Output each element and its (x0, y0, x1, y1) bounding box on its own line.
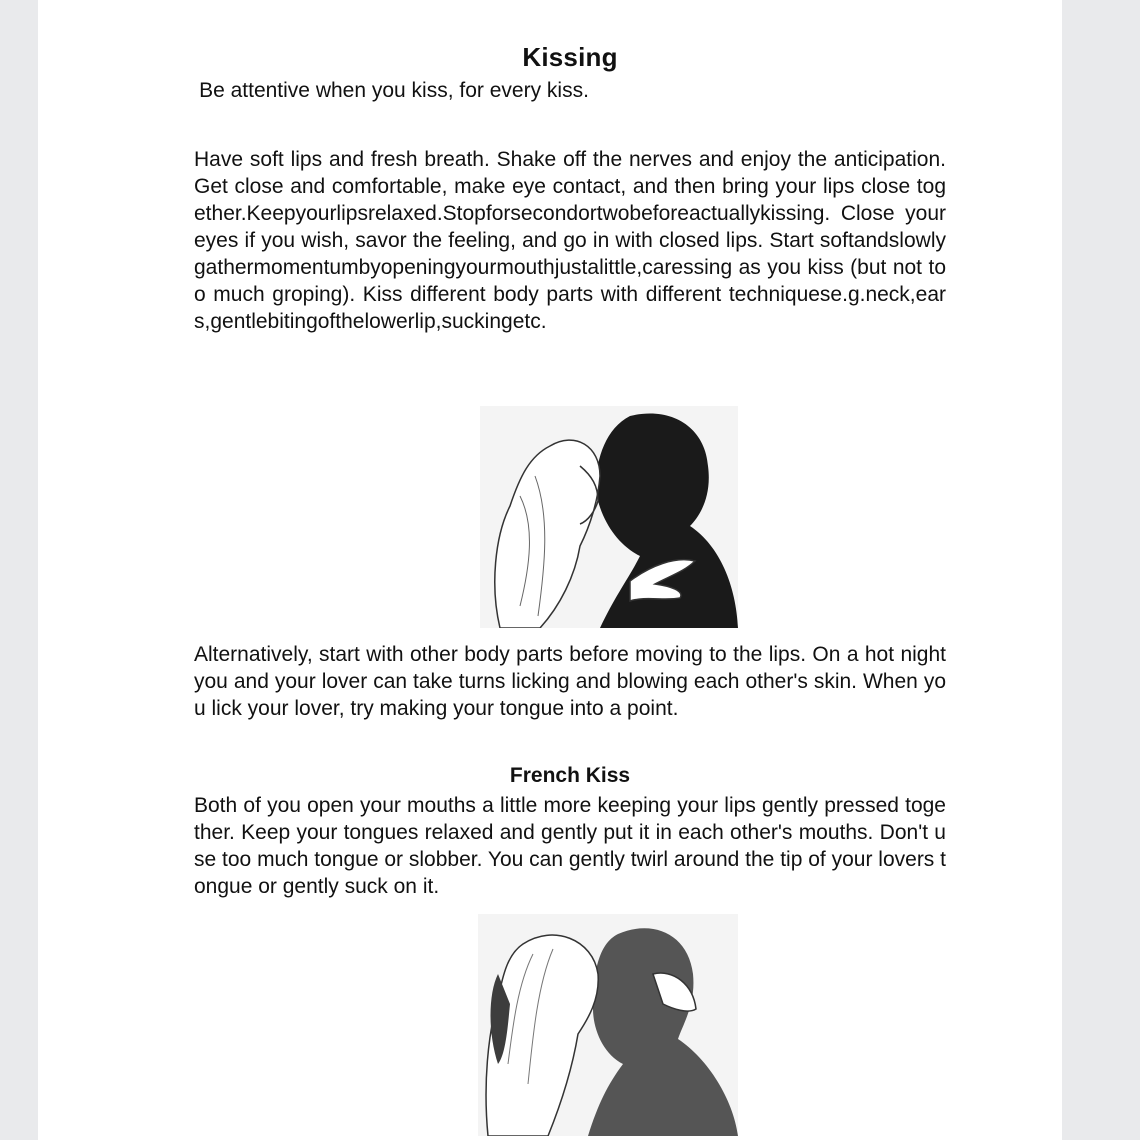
kissing-illustration-1 (480, 406, 738, 628)
page-subtitle: Be attentive when you kiss, for every kiss. (199, 79, 589, 102)
kissing-illustration-2 (478, 914, 738, 1136)
paragraph-intro: Have soft lips and fresh breath. Shake off the nerves and enjoy the anticipation. Get close and comfortable, make eye contact, and then bring your lips close together.Keepyourlipsrelaxed.Stopforsecondortwobeforeactuallykissing. Close your eyes if you wish, savor the feeling, and go in with closed lips. Start softandslowlygathermomentumbyopeningyourmouthjustalittle,caressing as you kiss (but not too much groping). Kiss different body parts with different techniquese.g.neck,ears,gentlebitingofthelowerlip,suckingetc. (194, 148, 946, 333)
document-page (38, 0, 1062, 1140)
page-title: Kissing (522, 42, 618, 72)
section-heading-french-kiss: French Kiss (509, 764, 631, 787)
paragraph-alternative: Alternatively, start with other body parts before moving to the lips. On a hot night you and your lover can take turns licking and blowing each other's skin. When you lick your lover, try making your tongue into a point. (194, 643, 946, 720)
paragraph-french-kiss: Both of you open your mouths a little more keeping your lips gently pressed together. Keep your tongues relaxed and gently put it in each other's mouths. Don't use too much tongue or slobber. You can gently twirl around the tip of your lovers tongue or gently suck on it. (194, 794, 946, 898)
